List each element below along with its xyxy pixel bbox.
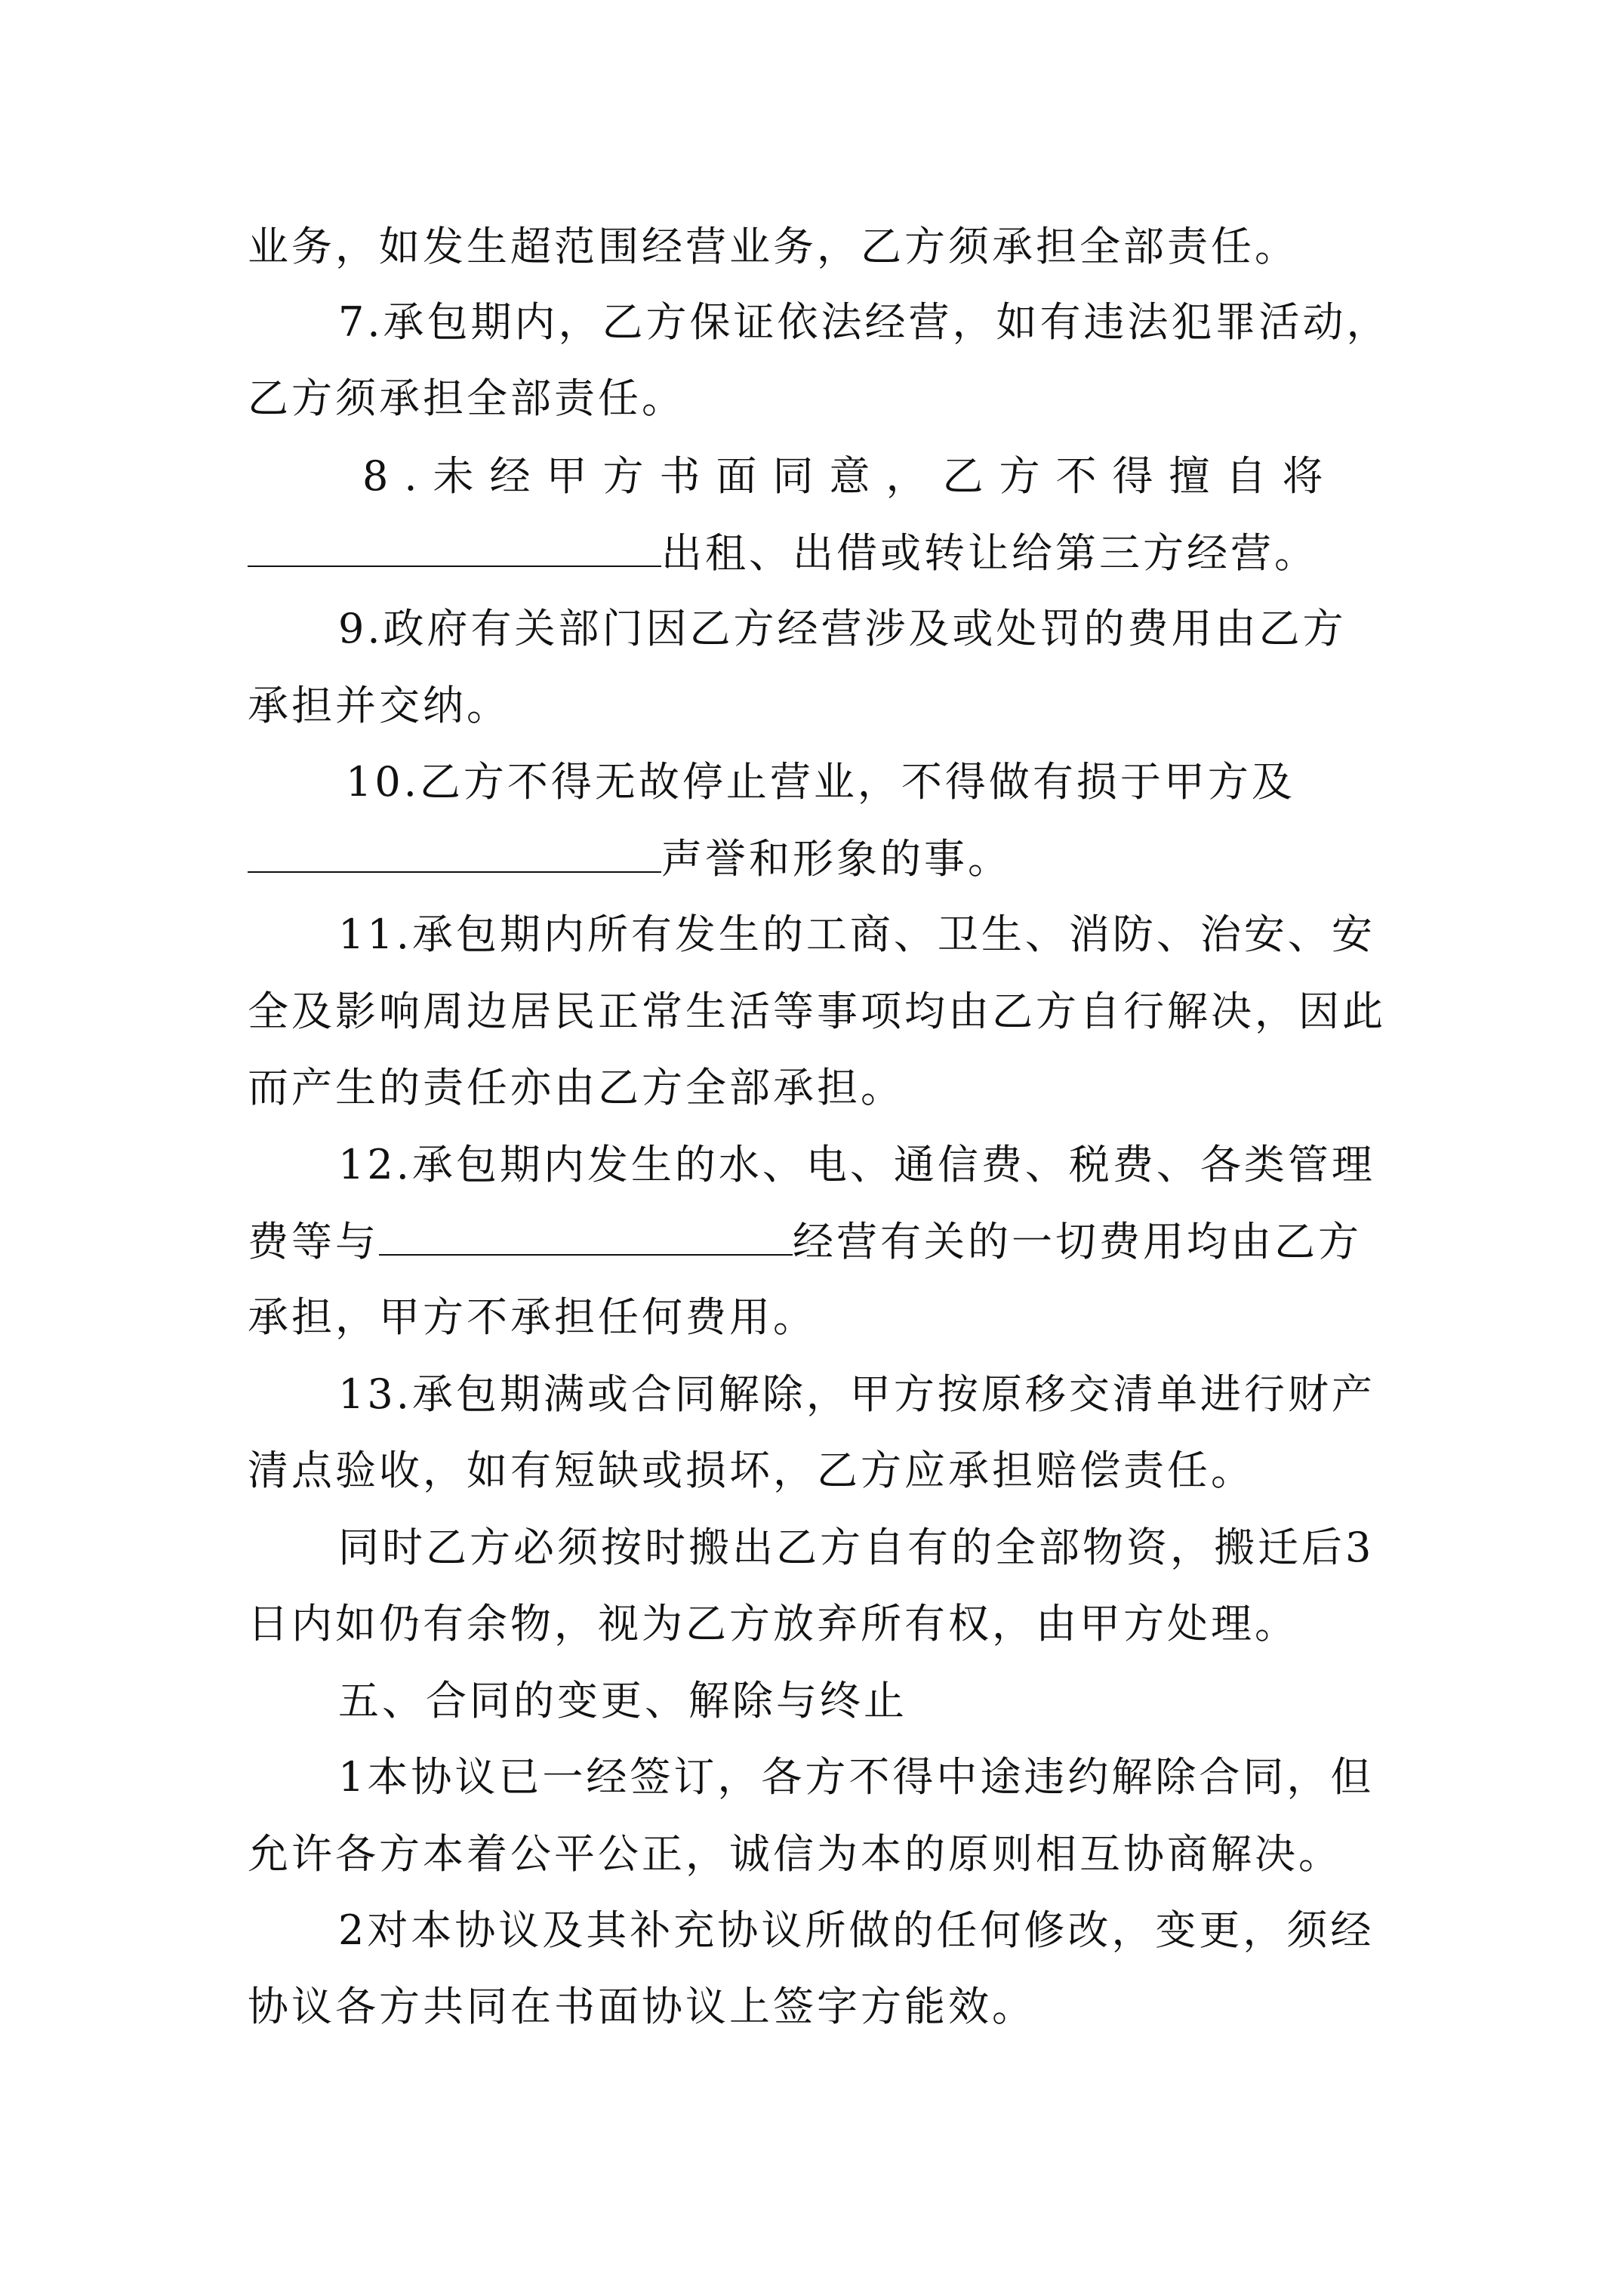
clause-8-text: 出租、出借或转让给第三方经营。: [661, 529, 1318, 577]
clause-11-line-2: 全及影响周边居民正常生活等事项均由乙方自行解决，因此: [248, 988, 1386, 1035]
clause-10-text: 声誉和形象的事。: [661, 835, 1012, 883]
clause-12-line-3: 承担，甲方不承担任何费用。: [248, 1293, 817, 1341]
clause-12-text-a: 费等与: [248, 1218, 379, 1265]
clause-13-line-1: 13.承包期满或合同解除，甲方按原移交清单进行财产: [338, 1370, 1375, 1418]
clause-12-line-1: 12.承包期内发生的水、电、通信费、税费、各类管理: [338, 1141, 1375, 1188]
clause-8-line-2: [248, 526, 1380, 579]
clause-8-line-1: 8.未经甲方书面同意，乙方不得擅自将: [362, 452, 1339, 500]
clause-7-line-1: 7.承包期内，乙方保证依法经营，如有违法犯罪活动，: [338, 298, 1390, 346]
clause-12-text-b: 经营有关的一切费用均由乙方: [793, 1218, 1362, 1265]
item-2-line-2: 协议各方共同在书面协议上签字方能效。: [248, 1983, 1036, 2030]
section-heading: 五、合同的变更、解除与终止: [338, 1677, 907, 1724]
clause-9-line-1: 9.政府有关部门因乙方经营涉及或处罚的费用由乙方: [338, 605, 1347, 652]
clause-10-line-1: 10.乙方不得无故停止营业，不得做有损于甲方及: [346, 758, 1295, 806]
text-line: 业务，如发生超范围经营业务，乙方须承担全部责任。: [248, 223, 1298, 270]
paragraph-line-2: 日内如仍有余物，视为乙方放弃所有权，由甲方处理。: [248, 1600, 1298, 1647]
blank-underline: [248, 832, 661, 873]
blank-underline: [248, 526, 661, 567]
clause-7-line-2: 乙方须承担全部责任。: [248, 374, 685, 422]
clause-9-line-2: 承担并交纳。: [248, 682, 510, 729]
clause-13-line-2: 清点验收，如有短缺或损坏，乙方应承担赔偿责任。: [248, 1447, 1255, 1494]
clause-12-line-2: [248, 1215, 1380, 1268]
clause-11-line-3: 而产生的责任亦由乙方全部承担。: [248, 1064, 904, 1111]
item-2-line-1: 2对本协议及其补充协议所做的任何修改，变更，须经: [338, 1906, 1375, 1954]
clause-10-line-2: [248, 832, 1380, 885]
blank-underline: [379, 1215, 793, 1256]
item-1-line-1: 1本协议已一经签订，各方不得中途违约解除合同，但: [338, 1753, 1375, 1801]
paragraph-line-1: 同时乙方必须按时搬出乙方自有的全部物资，搬迁后3: [338, 1524, 1375, 1571]
item-1-line-2: 允许各方本着公平公正，诚信为本的原则相互协商解决。: [248, 1830, 1342, 1878]
clause-11-line-1: 11.承包期内所有发生的工商、卫生、消防、治安、安: [338, 911, 1375, 958]
